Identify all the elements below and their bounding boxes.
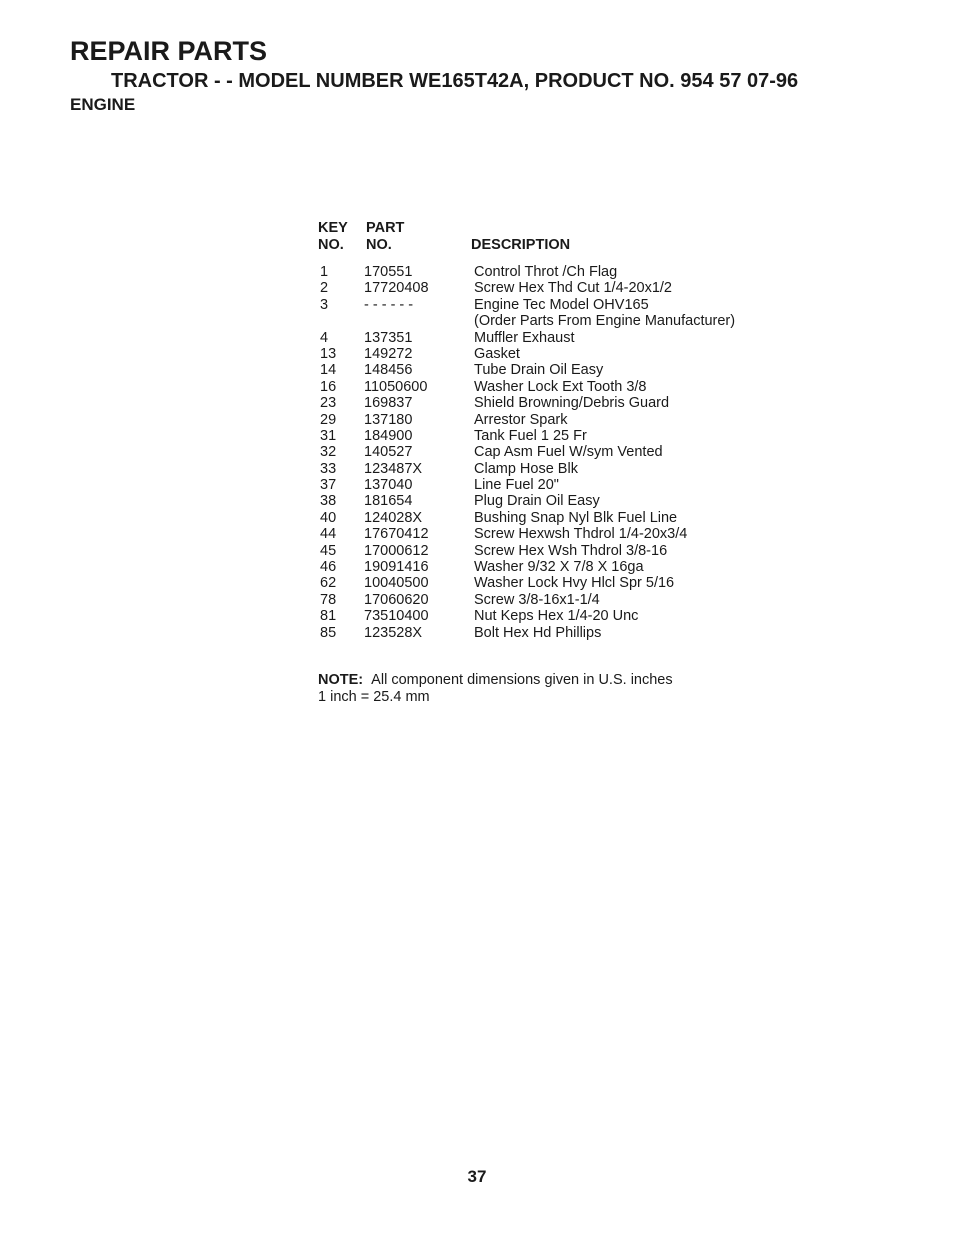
row-description: Tube Drain Oil Easy [474,362,604,379]
row-key-no: 38 [320,493,337,510]
row-part-no: 123487X [364,460,423,477]
note-text: All component dimensions given in U.S. inches [371,672,673,688]
row-part-no: 181654 [364,493,413,510]
row-description: (Order Parts From Engine Manufacturer) [474,313,736,330]
row-key-no: 1 [320,264,329,280]
row-description: Washer Lock Ext Tooth 3/8 [474,378,647,395]
row-key-no: 46 [320,559,337,576]
row-description: Screw Hex Thd Cut 1/4-20x1/2 [474,280,672,297]
note-line [318,672,673,689]
column-header-part: PART [366,220,405,236]
row-description: Line Fuel 20" [474,477,559,494]
row-key-no: 31 [320,427,337,444]
note-label: NOTE: [318,672,364,688]
row-part-no: 10040500 [364,575,429,592]
row-part-no: 137351 [364,329,413,346]
row-description: Bolt Hex Hd Phillips [474,624,602,641]
row-key-no: 13 [320,345,337,362]
row-key-no: 40 [320,509,337,526]
row-description: Tank Fuel 1 25 Fr [474,427,587,444]
row-description: Cap Asm Fuel W/sym Vented [474,444,663,461]
row-key-no: 45 [320,542,337,559]
row-part-no: 148456 [364,362,413,379]
section-heading: ENGINE [70,95,136,114]
column-header-key: KEY [318,220,348,236]
column-header-part-no: NO. [366,237,392,253]
row-part-no: 137040 [364,477,413,494]
row-part-no: 123528X [364,624,423,641]
row-key-no: 44 [320,526,337,543]
row-part-no: 184900 [364,427,413,444]
row-part-no: 17720408 [364,280,429,297]
row-part-no: 149272 [364,345,413,362]
row-key-no: 81 [320,608,337,625]
row-key-no: 23 [320,395,337,412]
row-key-no: 3 [320,296,329,313]
row-key-no: 33 [320,460,337,477]
row-key-no: 16 [320,378,337,395]
row-key-no: 32 [320,444,337,461]
note-block [318,672,673,705]
row-key-no: 14 [320,362,337,379]
row-part-no: 169837 [364,395,413,412]
row-description: Screw 3/8-16x1-1/4 [474,591,600,608]
row-description: Shield Browning/Debris Guard [474,395,670,412]
row-key-no: 29 [320,411,337,428]
row-description: Engine Tec Model OHV165 [474,296,649,313]
row-description: Screw Hex Wsh Thdrol 3/8-16 [474,542,668,559]
column-header-key-no: NO. [318,237,344,253]
row-part-no: 140527 [364,444,413,461]
row-description: Muffler Exhaust [474,329,575,346]
row-description: Washer 9/32 X 7/8 X 16ga [474,559,644,576]
row-key-no: 2 [320,280,329,297]
row-part-no: 17060620 [364,591,429,608]
note-conversion: 1 inch = 25.4 mm [318,688,430,705]
row-key-no: 85 [320,624,337,641]
page-title: REPAIR PARTS [70,36,268,66]
row-key-no: 78 [320,591,337,608]
row-description: Washer Lock Hvy Hlcl Spr 5/16 [474,575,675,592]
row-part-no: 17670412 [364,526,429,543]
row-key-no: 37 [320,477,337,494]
row-description: Gasket [474,345,520,362]
row-key-no: 62 [320,575,337,592]
row-part-no: 19091416 [364,559,429,576]
row-description: Plug Drain Oil Easy [474,493,600,510]
row-part-no: 170551 [364,264,413,280]
row-description: Bushing Snap Nyl Blk Fuel Line [474,509,678,526]
row-description: Clamp Hose Blk [474,460,578,477]
row-part-no: - - - - - - [364,296,414,313]
row-part-no: 137180 [364,411,413,428]
row-part-no: 73510400 [364,608,429,625]
row-description: Screw Hexwsh Thdrol 1/4-20x3/4 [474,526,688,543]
row-description: Arrestor Spark [474,411,568,428]
row-description: Nut Keps Hex 1/4-20 Unc [474,608,639,625]
column-header-description: DESCRIPTION [471,237,571,253]
page-number: 37 [467,1167,487,1186]
model-subtitle: TRACTOR - - MODEL NUMBER WE165T42A, PRODUCT NO. 954 57 07-96 [111,70,799,92]
row-part-no: 17000612 [364,542,429,559]
row-key-no: 4 [320,329,329,346]
row-part-no: 11050600 [364,378,428,395]
row-description: Control Throt /Ch Flag [474,264,618,280]
row-part-no: 124028X [364,509,423,526]
